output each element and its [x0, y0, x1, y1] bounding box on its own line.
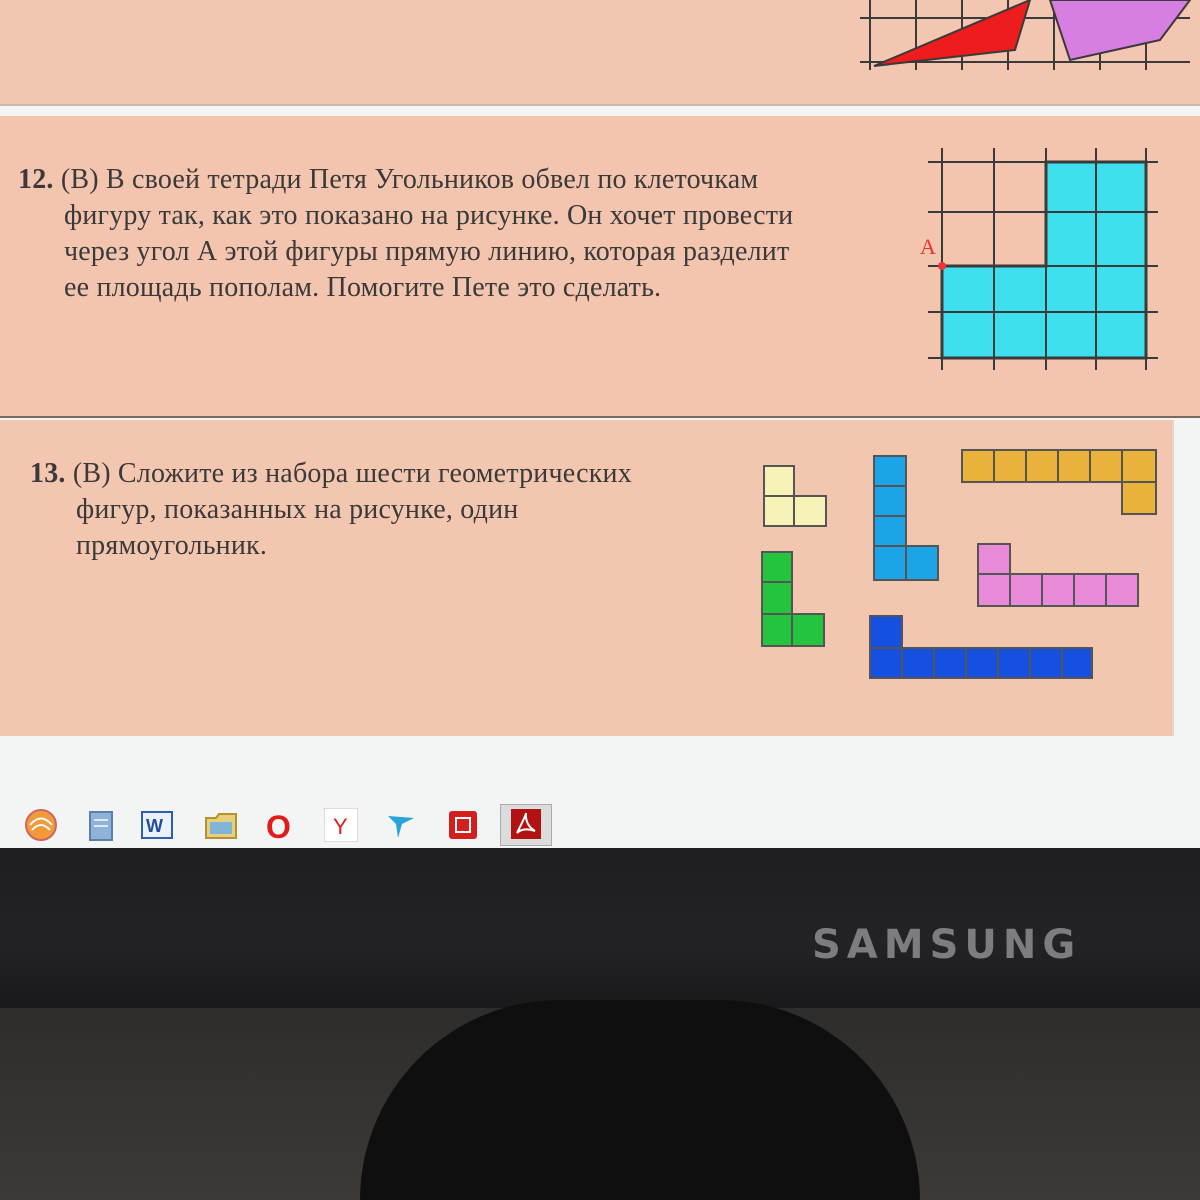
task-line: прямоугольник. [76, 530, 268, 561]
task-12-text [18, 162, 868, 306]
task-12-figure [918, 148, 1168, 373]
point-a-label: А [920, 234, 936, 259]
l-shape-figure [942, 162, 1146, 358]
monitor-brand: SAMSUNG [812, 922, 1082, 968]
yandex-icon[interactable] [324, 808, 358, 842]
task-number: 12. [18, 164, 54, 195]
opera-glyph: O [266, 809, 291, 842]
task-line: через угол А этой фигуры прямую линию, которая разделит [64, 236, 790, 267]
yandex-glyph: Y [333, 814, 348, 839]
task-13-pieces [750, 440, 1170, 690]
piece-green [762, 552, 824, 646]
file-icon[interactable] [84, 808, 118, 842]
browser-icon[interactable] [24, 808, 58, 842]
folder-icon[interactable] [204, 808, 238, 842]
point-a-marker [938, 262, 946, 270]
previous-task-figure [860, 0, 1200, 80]
piece-dark-blue [870, 616, 1092, 678]
task-line: фигуру так, как это показано на рисунке. Он хочет провести [64, 200, 794, 231]
piece-orange [962, 450, 1156, 514]
task-line: (В) В своей тетради Петя Угольников обвел по клеточкам [60, 164, 759, 195]
task-line: фигур, показанных на рисунке, один [76, 494, 519, 525]
opera-icon[interactable] [262, 808, 296, 842]
word-icon[interactable] [140, 808, 174, 842]
word-glyph: W [146, 816, 163, 836]
task-line: ее площадь пополам. Помогите Пете это сделать. [64, 272, 662, 303]
red-app-icon[interactable] [446, 808, 480, 842]
task-number: 13. [30, 458, 66, 489]
acrobat-icon[interactable] [500, 804, 552, 846]
piece-light-blue [874, 456, 938, 580]
red-triangle [874, 0, 1030, 66]
piece-pink [978, 544, 1138, 606]
task-13-text [30, 456, 690, 564]
pink-polygon [1050, 0, 1190, 60]
piece-pale-yellow [764, 466, 826, 526]
bird-icon[interactable] [384, 808, 418, 842]
task-line: (В) Сложите из набора шести геометрических [72, 458, 632, 489]
